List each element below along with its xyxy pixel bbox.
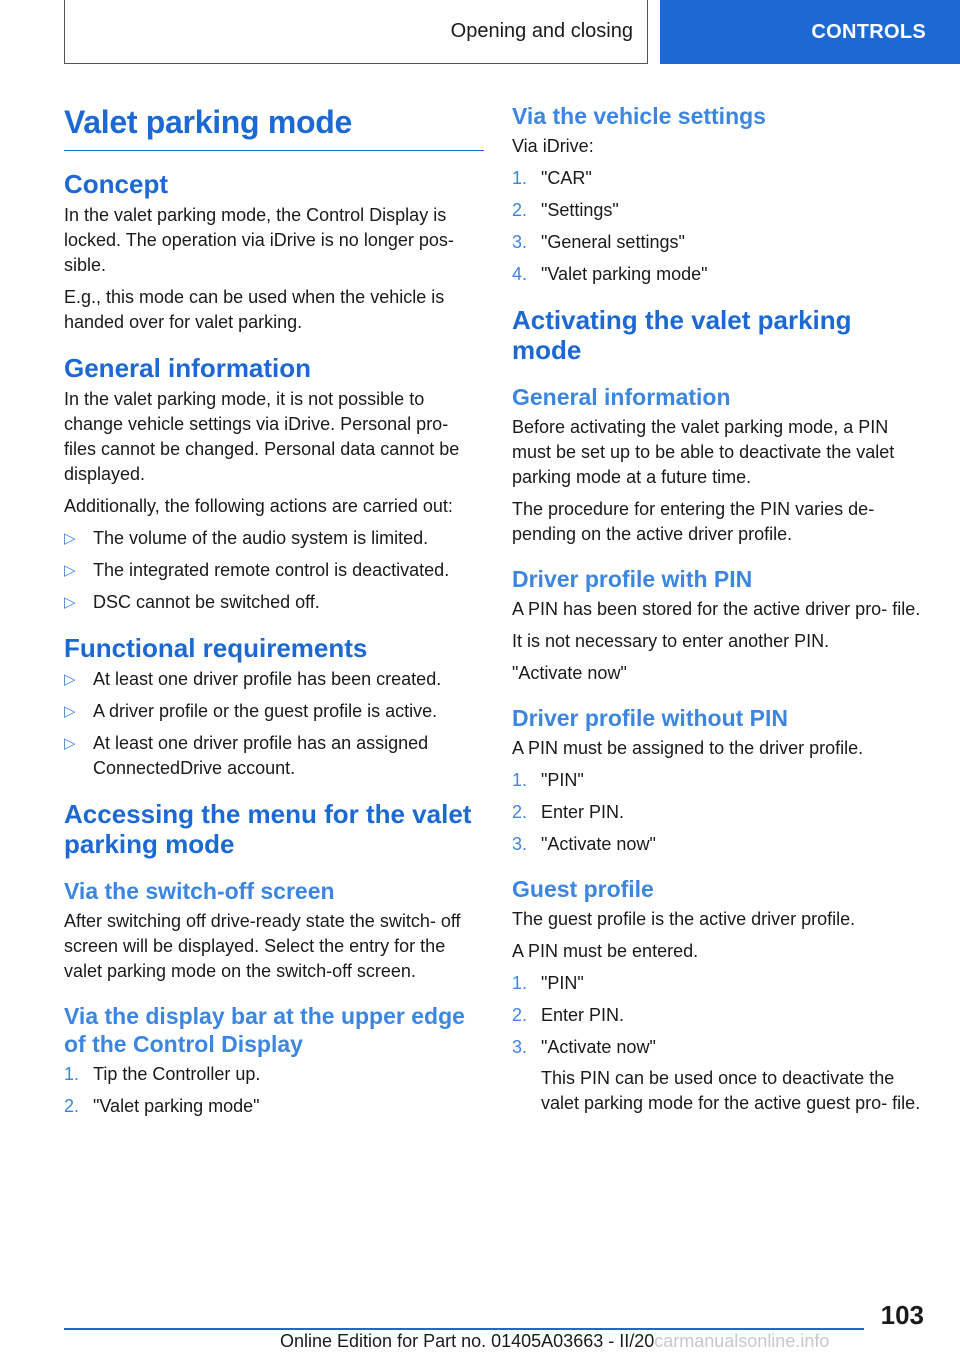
activating-heading: Activating the valet parking mode bbox=[512, 305, 852, 365]
display-bar-steps bbox=[64, 1062, 484, 1119]
with-pin-paragraph-2: It is not necessary to enter another PIN. bbox=[512, 631, 830, 651]
switch-off-screen-paragraph: After switching off drive-ready state the switch- off screen will be displayed. Select the entry for the valet parking mode on the switch-off screen. bbox=[64, 911, 461, 981]
list-item: ▷ The volume of the audio system is limited. bbox=[64, 526, 484, 551]
switch-off-screen-heading: Via the switch-off screen bbox=[64, 878, 335, 904]
list-item: ▷ The integrated remote control is deactivated. bbox=[64, 558, 484, 583]
left-column bbox=[64, 100, 484, 1126]
triangle-bullet-icon: ▷ bbox=[64, 530, 76, 547]
watermark: carmanualsonline.info bbox=[654, 1331, 830, 1351]
vehicle-settings-steps bbox=[512, 166, 924, 287]
list-item: 3. "Activate now" This PIN can be used once to deactivate the valet parking mode for the active guest pro‐ file. bbox=[512, 1035, 924, 1116]
with-pin-paragraph-3: "Activate now" bbox=[512, 663, 627, 683]
list-item: 3. "Activate now" bbox=[512, 834, 656, 854]
vehicle-settings-intro: Via iDrive: bbox=[512, 136, 594, 156]
without-pin-paragraph: A PIN must be assigned to the driver profile. bbox=[512, 738, 864, 758]
concept-paragraph-2: E.g., this mode can be used when the vehicle is handed over for valet parking. bbox=[64, 287, 445, 332]
activating-general-paragraph-2: The procedure for entering the PIN varies de‐ pending on the active driver profile. bbox=[512, 499, 875, 544]
list-item: 2. "Settings" bbox=[512, 200, 619, 220]
without-pin-heading: Driver profile without PIN bbox=[512, 705, 789, 731]
activating-general-paragraph-1: Before activating the valet parking mode, a PIN must be set up to be able to deactivate the valet parking mode at a future time. bbox=[512, 417, 895, 487]
triangle-bullet-icon: ▷ bbox=[64, 703, 76, 720]
guest-profile-paragraph-2: A PIN must be entered. bbox=[512, 941, 699, 961]
general-info-paragraph-1: In the valet parking mode, it is not possible to change vehicle settings via iDrive. Personal pro‐ files cannot be changed. Personal data cannot be displayed. bbox=[64, 389, 460, 484]
footer-divider bbox=[64, 1328, 864, 1330]
header-section-tab bbox=[64, 0, 648, 64]
list-item: 2. Enter PIN. bbox=[512, 1005, 625, 1025]
list-item: 1. "PIN" bbox=[512, 770, 584, 790]
requirements-heading: Functional requirements bbox=[64, 633, 368, 663]
list-item: 1. "CAR" bbox=[512, 168, 592, 188]
list-item: 4. "Valet parking mode" bbox=[512, 264, 708, 284]
list-item: 2. "Valet parking mode" bbox=[64, 1096, 260, 1116]
right-column bbox=[512, 100, 924, 1123]
list-item: 1. "PIN" bbox=[512, 973, 584, 993]
activating-general-heading: General information bbox=[512, 384, 731, 410]
list-item: 2. Enter PIN. bbox=[512, 802, 625, 822]
header-chapter-tab bbox=[660, 0, 960, 64]
display-bar-heading: Via the display bar at the upper edge of the Control Display bbox=[64, 1003, 465, 1057]
without-pin-steps bbox=[512, 768, 924, 857]
list-item: ▷ A driver profile or the guest profile is active. bbox=[64, 699, 484, 724]
triangle-bullet-icon: ▷ bbox=[64, 562, 76, 579]
requirements-list bbox=[64, 667, 484, 781]
concept-heading: Concept bbox=[64, 169, 168, 199]
with-pin-paragraph-1: A PIN has been stored for the active driver pro‐ file. bbox=[512, 599, 921, 619]
guest-profile-paragraph-1: The guest profile is the active driver profile. bbox=[512, 909, 856, 929]
header-section-label: Opening and closing bbox=[450, 20, 633, 42]
list-item: ▷ DSC cannot be switched off. bbox=[64, 590, 484, 615]
footer-edition: Online Edition for Part no. 01405A03663 - II/20carmanualsonline.info bbox=[280, 1331, 830, 1351]
page-number: 103 bbox=[880, 1300, 924, 1330]
accessing-menu-heading: Accessing the menu for the valet parking mode bbox=[64, 799, 472, 859]
actions-list bbox=[64, 526, 484, 615]
concept-paragraph-1: In the valet parking mode, the Control Display is locked. The operation via iDrive is no longer pos‐ sible. bbox=[64, 205, 454, 275]
vehicle-settings-heading: Via the vehicle settings bbox=[512, 103, 766, 129]
header-chapter-label: CONTROLS bbox=[811, 20, 926, 43]
list-item: ▷ At least one driver profile has been created. bbox=[64, 667, 484, 692]
guest-pin-note: This PIN can be used once to deactivate the valet parking mode for the active guest pro‐ file. bbox=[541, 1068, 921, 1113]
general-info-heading: General information bbox=[64, 353, 312, 383]
guest-profile-steps bbox=[512, 971, 924, 1116]
general-info-paragraph-2: Additionally, the following actions are carried out: bbox=[64, 496, 453, 516]
with-pin-heading: Driver profile with PIN bbox=[512, 566, 753, 592]
triangle-bullet-icon: ▷ bbox=[64, 671, 76, 688]
list-item: ▷ At least one driver profile has an assigned ConnectedDrive account. bbox=[64, 733, 429, 778]
list-item: 1. Tip the Controller up. bbox=[64, 1064, 261, 1084]
page-title: Valet parking mode bbox=[64, 104, 484, 151]
list-item: 3. "General settings" bbox=[512, 232, 685, 252]
guest-profile-heading: Guest profile bbox=[512, 876, 654, 902]
triangle-bullet-icon: ▷ bbox=[64, 594, 76, 611]
triangle-bullet-icon: ▷ bbox=[64, 735, 76, 752]
